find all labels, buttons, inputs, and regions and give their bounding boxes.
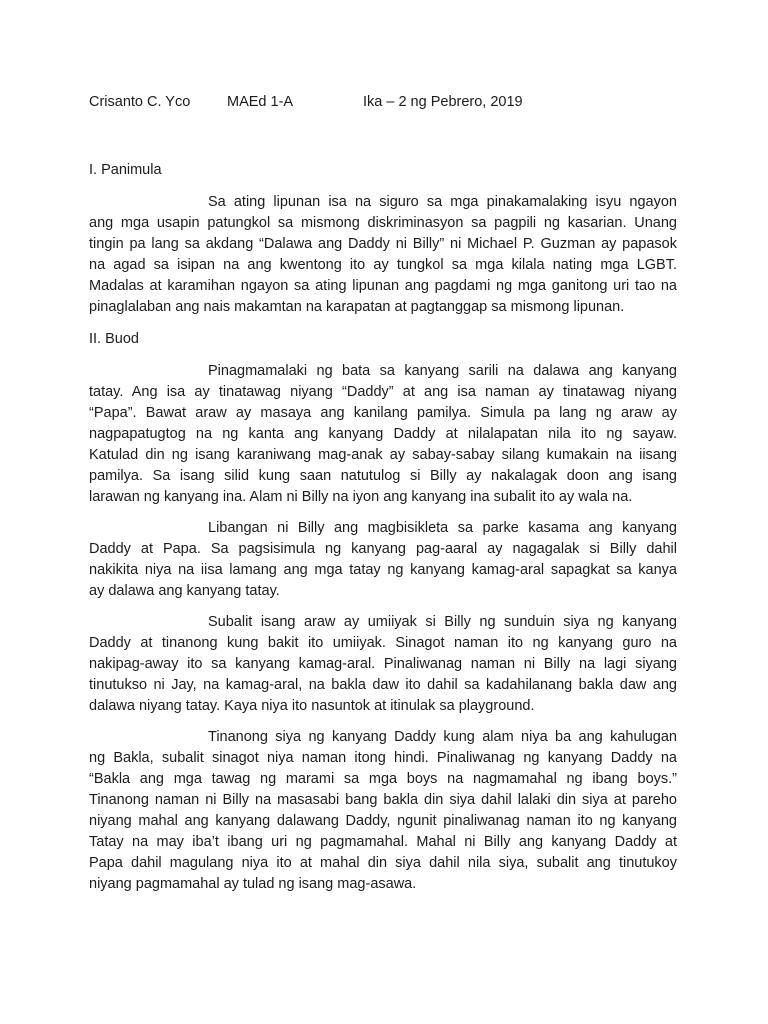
paragraph-buod-2 xyxy=(89,518,677,602)
paragraph-line: ang mga usapin patungkol sa mismong diskriminasyon sa pagpili ng kasarian. Unang xyxy=(89,215,677,231)
paragraph-line: larawan ng kanyang ina. Alam ni Billy na iyon ang kanyang ina subalit ito ay wala na. xyxy=(89,489,633,505)
paragraph-line: Daddy at tinanong kung bakit ito umiiyak. Sinagot naman ito ng kanyang guro na xyxy=(89,635,677,651)
paragraph-line: Papa dahil magulang niya ito at mahal din siya dahil nila siya, subalit ang tinutukoy xyxy=(89,855,677,871)
paragraph-buod-1 xyxy=(89,361,677,508)
paragraph-line: ay dalawa ang kanyang tatay. xyxy=(89,583,280,599)
date-label: Ika – 2 ng Pebrero, 2019 xyxy=(363,94,523,110)
paragraph-line: Madalas at karamihan ngayon sa ating lipunan ang pagdami ng mga ganitong uri tao na xyxy=(89,278,677,294)
paragraph-line: Sa ating lipunan isa na siguro sa mga pinakamalaking isyu ngayon xyxy=(208,194,677,210)
paragraph-line: niyang pagmamahal ay tulad ng isang mag-asawa. xyxy=(89,876,417,892)
paragraph-line: Libangan ni Billy ang magbisikleta sa parke kasama ang kanyang xyxy=(208,520,677,536)
paragraph-line: “Papa”. Bawat araw ay masaya ang kanilang pamilya. Simula pa lang ng araw ay xyxy=(89,405,677,421)
paragraph-line: Tinanong siya ng kanyang Daddy kung alam niya ba ang kahulugan xyxy=(208,729,677,745)
paragraph-line: tingin pa lang sa akdang “Dalawa ang Daddy ni Billy” ni Michael P. Guzman ay papasok xyxy=(89,236,677,252)
paragraph-buod-4 xyxy=(89,727,677,895)
author-name: Crisanto C. Yco xyxy=(89,94,191,110)
paragraph-line: Daddy at Papa. Sa pagsisimula ng kanyang pag-aaral ay nagagalak si Billy dahil xyxy=(89,541,677,557)
paragraph-line: dalawa niyang tatay. Kaya niya ito nasuntok at itinulak sa playground. xyxy=(89,698,535,714)
paragraph-buod-3 xyxy=(89,612,677,717)
paragraph-line: nakikita niya na iisa lamang ang mga tatay ng kanyang kamag-aral sapagkat sa kanya xyxy=(89,562,677,578)
paragraph-line: tatay. Ang isa ay tinatawag niyang “Daddy” at ang isa naman ay tinatawag niyang xyxy=(89,384,677,400)
paragraph-line: Subalit isang araw ay umiiyak si Billy ng sunduin siya ng kanyang xyxy=(208,614,677,630)
paragraph-line: nakipag-away ito sa kanyang kamag-aral. Pinaliwanag naman ni Billy na lagi siyang xyxy=(89,656,677,672)
paragraph-line: Katulad din ng isang karaniwang mag-anak ay sabay-sabay silang kumakain na iisang xyxy=(89,447,677,463)
paragraph-line: pamilya. Sa isang silid kung saan natutulog si Billy ay nakalagak doon ang isang xyxy=(89,468,677,484)
paragraph-line: niyang mahal ang kanyang dalawang Daddy, ngunit pinaliwanag naman ito ng kanyang xyxy=(89,813,677,829)
paragraph-line: tinutukso ni Jay, na kamag-aral, na bakla daw ito dahil sa kadahilanang bakla daw ang xyxy=(89,677,677,693)
course-label: MAEd 1-A xyxy=(227,94,294,110)
paragraph-line: pinaglalaban ang nais makamtan na karapatan at pagtanggap sa mismong lipunan. xyxy=(89,299,625,315)
paragraph-line: Pinagmamalaki ng bata sa kanyang sarili na dalawa ang kanyang xyxy=(208,363,677,379)
paragraph-line: Tatay na may iba’t ibang uri ng pagmamahal. Mahal ni Billy ang kanyang Daddy at xyxy=(89,834,677,850)
paragraph-line: nagpapatugtog na ng kanta ang kanyang Daddy at nilalapatan nila ito ng sayaw. xyxy=(89,426,677,442)
paragraph-line: Tinanong naman ni Billy na masasabi bang bakla din siya dahil lalaki din siya at pareho xyxy=(89,792,677,808)
section-heading-panimula: I. Panimula xyxy=(89,162,162,178)
paragraph-line: ng Bakla, subalit sinagot niya naman itong hindi. Pinaliwanag ng kanyang Daddy na xyxy=(89,750,677,766)
paragraph-line: “Bakla ang mga tawag ng marami sa mga boys na nagmamahal ng ibang boys.” xyxy=(89,771,677,787)
paragraph-line: na agad sa isipan na ang kwentong ito ay tungkol sa mga kilala nating mga LGBT. xyxy=(89,257,677,273)
section-heading-buod: II. Buod xyxy=(89,331,139,347)
paragraph-panimula xyxy=(89,192,677,318)
